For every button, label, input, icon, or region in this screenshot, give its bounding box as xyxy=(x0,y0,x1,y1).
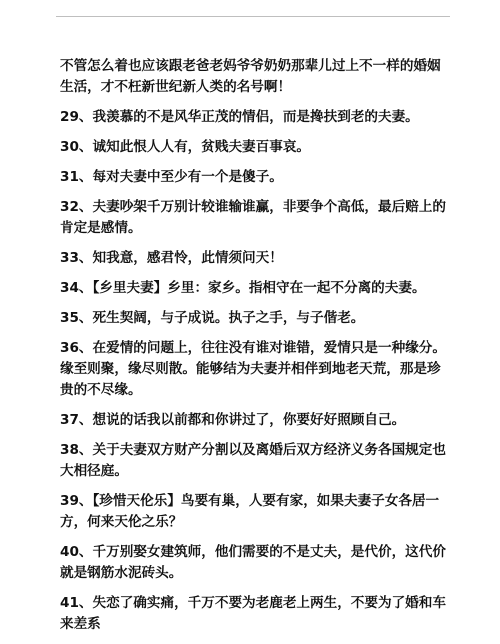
paragraph-34: 34、【乡里夫妻】乡里：家乡。指相守在一起不分离的夫妻。 xyxy=(60,280,426,296)
paragraph-32: 32、夫妻吵架千万别计较谁输谁赢，非要争个高低，最后赔上的肯定是感情。 xyxy=(60,199,446,236)
paragraph-33: 33、知我意，感君怜，此情须问天！ xyxy=(60,250,283,266)
paragraph-intro: 不管怎么着也应该跟老爸老妈爷爷奶奶那辈儿过上不一样的婚姻生活，才不枉新世纪新人类的名号啊！ xyxy=(60,58,441,95)
paragraph-35: 35、死生契阔，与子成说。执子之手，与子偕老。 xyxy=(60,310,365,326)
paragraph-38: 38、关于夫妻双方财产分割以及离婚后双方经济义务各国规定也大相径庭。 xyxy=(60,442,446,479)
paragraph-39: 39、【珍惜天伦乐】鸟要有巢，人要有家，如果夫妻子女各居一方，何来天伦之乐？ xyxy=(60,493,440,530)
paragraph-29: 29、我羡慕的不是风华正茂的情侣，而是搀扶到老的夫妻。 xyxy=(60,109,419,125)
paragraph-36: 36、在爱情的问题上，往往没有谁对谁错，爱情只是一种缘分。缘至则聚，缘尽则散。能够结为夫妻并相伴到地老天荒，那是珍贵的不尽缘。 xyxy=(60,340,446,398)
header-rule xyxy=(56,16,450,17)
paragraph-37: 37、想说的话我以前都和你讲过了，你要好好照顾自己。 xyxy=(60,412,406,428)
paragraph-30: 30、诚知此恨人人有，贫贱夫妻百事哀。 xyxy=(60,139,311,155)
paragraph-41: 41、失恋了确实痛，千万不要为老鹿老上两生，不要为了婚和车来差系 xyxy=(60,595,446,632)
paragraph-40: 40、千万别娶女建筑师，他们需要的不是丈夫，是代价，这代价就是钢筋水泥砖头。 xyxy=(60,544,446,581)
document-body xyxy=(60,56,448,644)
paragraph-31: 31、每对夫妻中至少有一个是傻子。 xyxy=(60,169,283,185)
